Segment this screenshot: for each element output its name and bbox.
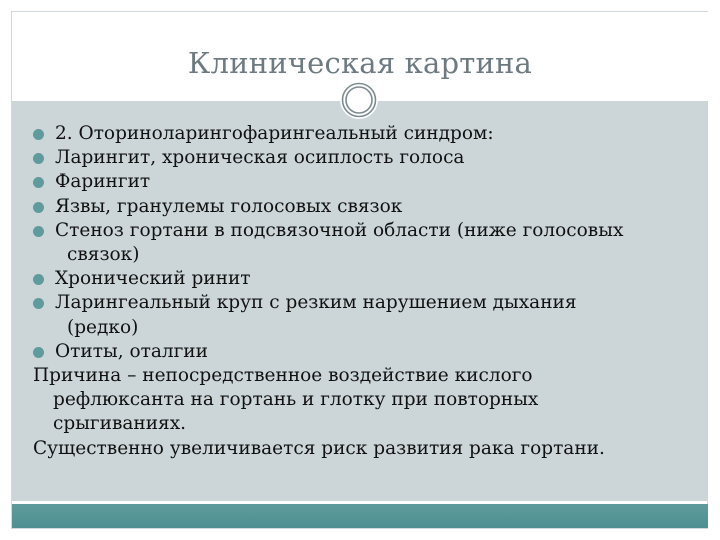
paragraph-line: срыгиваниях. xyxy=(53,413,187,435)
bullet-text: Ларингит, хроническая осиплость голоса xyxy=(55,147,465,169)
bullet-text: Хронический ринит xyxy=(55,268,251,290)
bullet-item xyxy=(33,146,688,170)
bullet-text: Фарингит xyxy=(55,171,151,193)
footer-bar xyxy=(12,504,708,528)
paragraph-line: рефлюксанта на гортань и глотку при повторных xyxy=(53,389,539,411)
bullet-item xyxy=(33,195,688,219)
bullet-dot-icon xyxy=(33,153,44,164)
bullet-dot-icon xyxy=(33,274,44,285)
bullet-item xyxy=(33,219,688,267)
bullet-text: Язвы, гранулемы голосовых связок xyxy=(55,195,403,217)
bullet-text: Отиты, оталгии xyxy=(55,340,208,362)
bullet-dot-icon xyxy=(33,202,44,213)
paragraph-cause xyxy=(33,364,688,437)
bullet-text: Ларингеальный круп с резким нарушением дыхания xyxy=(55,292,577,314)
bullet-dot-icon xyxy=(33,347,44,358)
bullet-item xyxy=(33,291,688,339)
paragraph-line: Существенно увеличивается риск развития рака гортани. xyxy=(33,437,605,459)
bullet-dot-icon xyxy=(33,298,44,309)
bullet-dot-icon xyxy=(33,226,44,237)
paragraph-line: Причина – непосредственное воздействие кислого xyxy=(33,365,533,387)
bullet-dot-icon xyxy=(33,129,44,140)
paragraph-risk xyxy=(33,437,688,461)
bullet-text: Стеноз гортани в подсвязочной области (ниже голосовых xyxy=(55,219,624,241)
bullet-continuation: связок) xyxy=(67,244,140,266)
bullet-continuation: (редко) xyxy=(67,316,139,338)
slide-title: Клиническая картина xyxy=(187,46,533,80)
slide-content xyxy=(33,122,688,461)
bullet-dot-icon xyxy=(33,177,44,188)
bullet-item xyxy=(33,340,688,364)
bullet-item xyxy=(33,170,688,194)
bullet-item xyxy=(33,122,688,146)
circle-ornament-icon xyxy=(339,80,379,120)
bullet-text: 2. Оториноларингофарингеальный синдром: xyxy=(55,123,494,144)
bullet-item xyxy=(33,267,688,291)
